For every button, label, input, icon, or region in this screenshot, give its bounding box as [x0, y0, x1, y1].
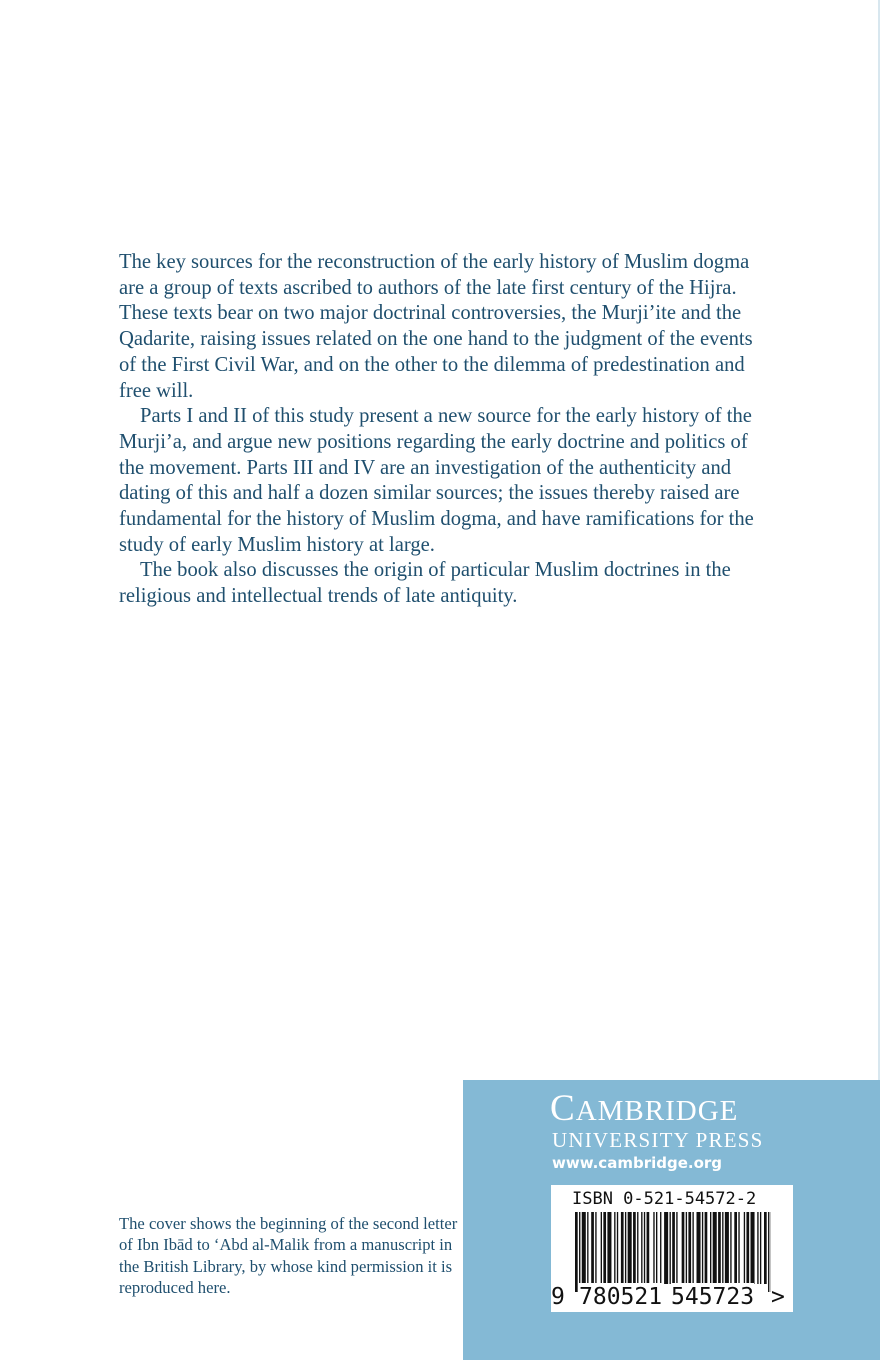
barcode-bar	[768, 1212, 769, 1292]
description-paragraph-2: Parts I and II of this study present a new source for the early history of the Murji’a, and argue new positions regarding the early doctrine and politics of the movement. Parts III and IV are an investigation of the authenticity and dating of this and half a dozen similar sources; the issues thereby raised are fundamental for the history of Muslim dogma, and have ramifications for the study of early Muslim history at large.	[119, 405, 754, 556]
barcode-bar	[641, 1212, 642, 1284]
barcode-bar	[751, 1212, 755, 1284]
barcode-bar	[670, 1212, 671, 1284]
barcode-bar	[718, 1212, 721, 1284]
barcode-bar	[760, 1212, 761, 1284]
barcode-bar	[692, 1212, 693, 1284]
barcode-bar	[633, 1212, 636, 1284]
isbn-label: ISBN 0-521-54572-2	[572, 1189, 757, 1209]
publisher-name-rest: AMBRIDGE	[575, 1095, 739, 1127]
barcode-bar	[587, 1212, 588, 1284]
barcode-bar	[744, 1212, 745, 1284]
book-description	[119, 250, 769, 610]
barcode-bar	[705, 1212, 708, 1284]
barcode-bar	[734, 1212, 737, 1284]
description-paragraph-1: The key sources for the reconstruction of the early history of Muslim dogma are a group of texts ascribed to authors of the late first century of the Hijra. These texts bear on two major doctrinal controversies, the Murji’ite and the Qadarite, raising issues related on the one hand to the judgment of the events of the First Civil War, and on the other to the dilemma of predestination and free will.	[119, 251, 753, 402]
barcode-bar	[579, 1212, 580, 1292]
description-paragraph-3: The book also discusses the origin of particular Muslim doctrines in the religious and intellectual trends of late antiquity.	[119, 559, 731, 608]
barcode-bar	[697, 1212, 701, 1284]
barcode-bar	[582, 1212, 586, 1284]
barcode-bar	[628, 1212, 632, 1284]
barcode-bar	[730, 1212, 731, 1284]
ean-end-mark: >	[771, 1284, 785, 1310]
barcode-bar	[617, 1212, 618, 1284]
barcode-bar	[722, 1212, 723, 1284]
barcode-bar	[647, 1212, 650, 1284]
barcode-bar	[591, 1212, 594, 1284]
barcode-bar	[644, 1212, 645, 1284]
cover-credit-note: The cover shows the beginning of the second letter of Ibn Ibād to ‘Abd al-Malik from a manuscript in the British Library, by whose kind permission it is reproduced here.	[119, 1214, 458, 1297]
publisher-subname: UNIVERSITY PRESS	[552, 1128, 764, 1152]
barcode-bar	[725, 1212, 729, 1284]
barcode-bar	[595, 1212, 596, 1284]
isbn-barcode-box	[551, 1185, 793, 1312]
barcode-bar	[603, 1212, 606, 1284]
barcode-bar	[746, 1212, 749, 1284]
barcode-bar	[621, 1212, 624, 1284]
barcode-bars	[575, 1212, 771, 1292]
barcode-bar	[656, 1212, 657, 1284]
publisher-url: www.cambridge.org	[552, 1154, 723, 1172]
barcode-bar	[710, 1212, 711, 1284]
ean-first-digit: 9	[551, 1284, 565, 1310]
barcode-bar	[682, 1212, 685, 1284]
barcode-bar	[660, 1212, 661, 1284]
ean-group-2: 545723	[671, 1284, 755, 1310]
ean-group-1: 780521	[579, 1284, 663, 1310]
barcode-bar	[764, 1212, 767, 1284]
barcode-bar	[625, 1212, 626, 1284]
barcode-bar	[757, 1212, 758, 1284]
barcode-bar	[688, 1212, 691, 1284]
barcode-bar	[601, 1212, 602, 1284]
barcode-bar	[614, 1212, 615, 1284]
barcode-bar	[702, 1212, 703, 1284]
barcode-bar	[713, 1212, 717, 1284]
barcode-bar	[676, 1212, 677, 1284]
barcode-bar	[664, 1212, 668, 1284]
barcode-bar	[653, 1212, 654, 1284]
publisher-name-initial: C	[550, 1088, 576, 1129]
barcode-bar	[672, 1212, 675, 1292]
ean-digits	[551, 1283, 793, 1311]
barcode-bar	[738, 1212, 739, 1284]
publisher-name	[550, 1088, 738, 1132]
barcode-bar	[637, 1212, 638, 1284]
barcode-bar	[575, 1212, 578, 1292]
barcode-bar	[686, 1212, 687, 1284]
barcode-bar	[607, 1212, 611, 1284]
publisher-panel	[463, 1080, 880, 1360]
